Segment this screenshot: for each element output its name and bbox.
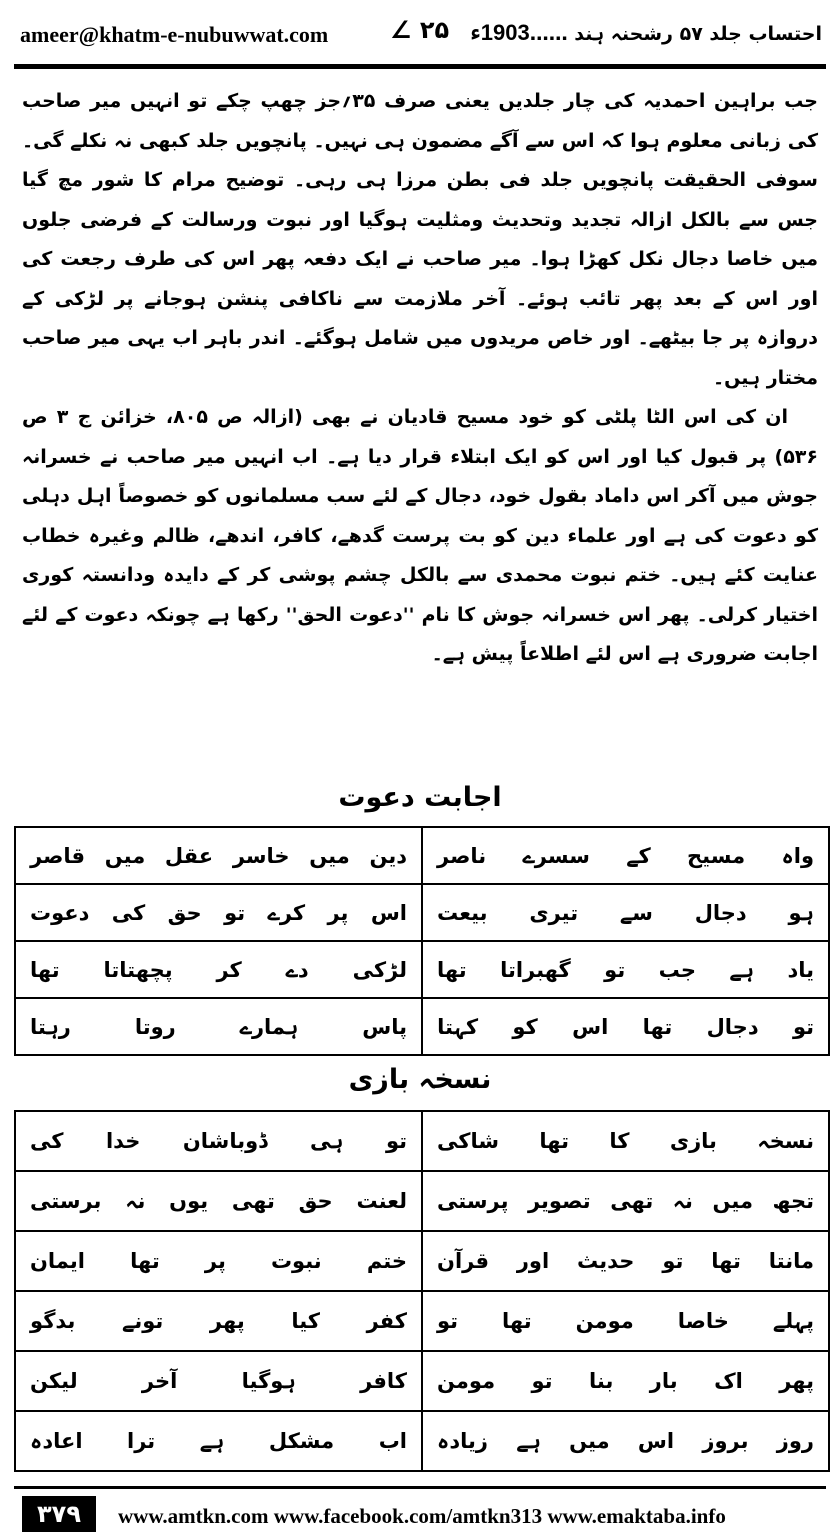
poem-word: یاد — [787, 957, 814, 982]
poem-hemistich-second — [16, 1172, 421, 1230]
poem-hemistich-first — [421, 1352, 828, 1410]
poem-word: مانتا — [768, 1249, 814, 1273]
poem-word: اس — [572, 1014, 609, 1039]
poem-word: بروز — [702, 1429, 749, 1453]
poem-word: پرستی — [437, 1189, 509, 1213]
poem-word: قاصر — [30, 843, 86, 868]
footer-rule — [14, 1486, 826, 1489]
poem-hemistich-first — [421, 885, 828, 940]
poem-hemistich-first — [421, 999, 828, 1054]
poem-word: پہلے — [772, 1309, 814, 1333]
poem-word: مشکل — [268, 1429, 335, 1453]
poem-word: ختم — [366, 1249, 407, 1273]
poem-word: حدیث — [577, 1249, 635, 1273]
footer-links: www.amtkn.com www.facebook.com/amtkn313 www.emaktaba.info — [118, 1504, 726, 1528]
header-rule — [14, 64, 826, 69]
poem-word: میں — [569, 1429, 610, 1453]
poem-word: تو — [604, 957, 626, 982]
poem-word: بار — [649, 1369, 678, 1393]
poem-hemistich-first — [421, 828, 828, 883]
header-year: 1903ء — [470, 20, 530, 45]
poem-word: قرآن — [437, 1249, 489, 1273]
poem-row — [16, 1112, 828, 1172]
poem-word: ہمارے — [239, 1014, 299, 1039]
poem-hemistich-first — [421, 1232, 828, 1290]
poem-row — [16, 1172, 828, 1232]
poem-word: کیا — [291, 1309, 320, 1333]
poem-word: میں — [712, 1189, 753, 1213]
poem-word: کافر — [360, 1369, 407, 1393]
poem-word: ہوگیا — [241, 1369, 296, 1393]
header-page-number: ۲۵ ∠ — [390, 16, 450, 44]
poem-word: ڈوباشان — [182, 1129, 268, 1153]
page-header — [14, 14, 826, 60]
poem-word: پر — [204, 1249, 226, 1273]
poem-word: تھی — [231, 1189, 275, 1213]
poem-word: ترا — [127, 1429, 156, 1453]
poem-title-ijabat-dawat: اجابت دعوت — [338, 782, 502, 813]
poem-word: سسرے — [522, 843, 590, 868]
poem-hemistich-second — [16, 1232, 421, 1290]
poem-word: تھی — [610, 1189, 654, 1213]
poem-word: ناصر — [437, 843, 487, 868]
poem-word: کر — [216, 957, 242, 982]
poem-row — [16, 1352, 828, 1412]
poem-word: ہے — [729, 957, 755, 982]
poem-word: تصویر — [527, 1189, 591, 1213]
poem-word: کرے — [267, 900, 306, 925]
poem-word: تیری — [529, 900, 579, 925]
poem-word: اعادہ — [30, 1429, 83, 1453]
poem-word: ہے — [199, 1429, 225, 1453]
poem-word: خدا — [105, 1129, 141, 1153]
poem-word: تھا — [642, 1014, 673, 1039]
poem-table-ijabat-dawat — [14, 826, 830, 1056]
poem-word: حق — [298, 1189, 333, 1213]
poem-row — [16, 828, 828, 885]
poem-hemistich-first — [421, 942, 828, 997]
poem-word: خاصا — [677, 1309, 729, 1333]
poem-word: تھا — [30, 957, 60, 982]
poem-word: تونے — [122, 1309, 164, 1333]
poem-word: تھا — [437, 957, 467, 982]
poem-word: واہ — [781, 843, 814, 868]
poem-word: خاسر — [232, 843, 290, 868]
poem-word: روز — [776, 1429, 814, 1453]
poem-row — [16, 999, 828, 1054]
poem-word: ہی — [309, 1129, 344, 1153]
poem-word: ہو — [788, 900, 814, 925]
poem-word: بیعت — [437, 900, 488, 925]
poem-hemistich-second — [16, 885, 421, 940]
poem-hemistich-first — [421, 1412, 828, 1470]
paragraph-2: ان کی اس الٹا پلٹی کو خود مسیح قادیان نے بھی (ازالہ ص ۸۰۵، خزائن ج ۳ ص ۵۳۶) پر قبول کیا اور اس کو ایک ابتلاء قرار دیا ہے۔ اب انہیں میر صاحب نے خسرانہ جوش میں آکر اس داماد بقول خود، دجال کے لئے سب مسلمانوں کو خصوصاً اہل دہلی کو دعوت کی ہے اور علماء دین کو بت پرست گدھے، کافر، اندھے، ظالم وغیرہ خطاب عنایت کئے ہیں۔ ختم نبوت محمدی سے بالکل چشم پوشی کر کے دایدہ ودانستہ کوری اختیار کرلی۔ پھر اس خسرانہ جوش کا نام ''دعوت الحق'' رکھا ہے چونکہ دعوت کے لئے اجابت ضروری ہے اس لئے اطلاعاً پیش ہے۔ — [22, 406, 818, 665]
poem-word: روتا — [134, 1014, 176, 1039]
poem-word: بدگو — [30, 1309, 76, 1333]
poem-word: اس — [370, 900, 407, 925]
poem-word: برستی — [30, 1189, 102, 1213]
poem-word: پر — [327, 900, 349, 925]
header-email: ameer@khatm-e-nubuwwat.com — [20, 22, 329, 47]
header-book-title: احتساب جلد ۵۷ رشحنہ ہند …… — [529, 23, 822, 45]
poem-word: تو — [662, 1249, 684, 1273]
poem-word: نہ — [672, 1189, 693, 1213]
poem-table-nuskha-bazi — [14, 1110, 830, 1472]
poem-word: تھا — [539, 1129, 569, 1153]
poem-word: مومن — [437, 1369, 496, 1393]
poem-word: پچھتاتا — [103, 957, 173, 982]
poem-hemistich-second — [16, 828, 421, 883]
poem-row — [16, 885, 828, 942]
poem-word: عقل — [164, 843, 214, 868]
poem-word: میں — [309, 843, 350, 868]
poem-word: دجال — [706, 1014, 759, 1039]
poem-word: تو — [792, 1014, 814, 1039]
poem-hemistich-first — [421, 1172, 828, 1230]
poem-hemistich-second — [16, 1412, 421, 1470]
poem-word: بنا — [589, 1369, 614, 1393]
poem-word: لیکن — [30, 1369, 78, 1393]
poem-word: تو — [224, 900, 246, 925]
poem-word: آخر — [141, 1369, 178, 1393]
poem-word: یوں — [169, 1189, 209, 1213]
poem-hemistich-second — [16, 1112, 421, 1170]
poem-row — [16, 1412, 828, 1470]
body-text — [22, 82, 818, 675]
poem-word: اب — [378, 1429, 407, 1453]
header-title — [470, 20, 822, 46]
poem-row — [16, 1292, 828, 1352]
poem-word: کی — [111, 900, 146, 925]
poem-word: لعنت — [356, 1189, 407, 1213]
paragraph-1: جب براہین احمدیہ کی چار جلدیں یعنی صرف ۳۵؍جز چھپ چکے تو انہیں میر صاحب کی زبانی معلوم ہوا کہ اس سے آگے مضمون ہی نہیں۔ پانچویں جلد کبھی نہ نکلے گی۔ سوفی الحقیقت پانچویں جلد فی بطن مرزا ہی رہی۔ توضیح مرام کا شور مچ گیا جس سے بالکل ازالہ تجدید وتحدیث ومثلیت ہوگیا اور نبوت ورسالت کے فرضی جلوں میں خاصا دجال نکل کھڑا ہوا۔ میر صاحب نے ایک دفعہ پھر اس کی طرف رجعت کی اور اس کے بعد پھر تائب ہوئے۔ آخر ملازمت سے ناکافی پنشن ہوجانے پر لڑکی کے دروازہ پر جا بیٹھے۔ اور خاص مریدوں میں شامل ہوگئے۔ اندر باہر اب یہی میر صاحب مختار ہیں۔ — [22, 90, 818, 389]
poem-word: تھا — [502, 1309, 532, 1333]
poem-word: حق — [167, 900, 202, 925]
poem-hemistich-second — [16, 1352, 421, 1410]
poem-word: زیادہ — [437, 1429, 488, 1453]
poem-word: رہتا — [30, 1014, 71, 1039]
poem-word: کہتا — [437, 1014, 479, 1039]
poem-word: پھر — [779, 1369, 814, 1393]
poem-hemistich-first — [421, 1112, 828, 1170]
poem-row — [16, 942, 828, 999]
poem-word: پھر — [209, 1309, 245, 1333]
poem-word: لڑکی — [352, 957, 407, 982]
poem-word: اس — [637, 1429, 675, 1453]
poem-hemistich-first — [421, 1292, 828, 1350]
poem-word: میں — [104, 843, 146, 868]
poem-word: نبوت — [270, 1249, 322, 1273]
poem-word: تو — [385, 1129, 407, 1153]
poem-word: دجال — [694, 900, 747, 925]
poem-word: کفر — [366, 1309, 407, 1333]
poem-word: دعوت — [30, 900, 90, 925]
poem-word: نسخہ — [757, 1129, 814, 1153]
poem-word: ایمان — [30, 1249, 85, 1273]
poem-word: گھبراتا — [500, 957, 571, 982]
poem-title-nuskha-bazi: نسخہ بازی — [348, 1064, 492, 1095]
poem-word: دے — [285, 957, 309, 982]
poem-word: ہے — [516, 1429, 541, 1453]
poem-word: نہ — [125, 1189, 146, 1213]
footer-page-number: ۳۷۹ — [22, 1496, 96, 1532]
poem-row — [16, 1232, 828, 1292]
poem-word: تھا — [711, 1249, 741, 1273]
poem-word: تجھ — [772, 1189, 814, 1213]
poem-word: تو — [437, 1309, 459, 1333]
poem-word: شاکی — [437, 1129, 499, 1153]
poem-hemistich-second — [16, 942, 421, 997]
poem-word: بازی — [669, 1129, 717, 1153]
poem-word: دین — [369, 843, 407, 868]
poem-word: تھا — [130, 1249, 160, 1273]
poem-word: تو — [531, 1369, 553, 1393]
poem-word: مومن — [575, 1309, 634, 1333]
poem-word: مسیح — [687, 843, 746, 868]
poem-word: کو — [512, 1014, 538, 1039]
poem-word: کے — [626, 843, 651, 868]
poem-hemistich-second — [16, 1292, 421, 1350]
poem-word: سے — [619, 900, 653, 925]
poem-word: اک — [714, 1369, 743, 1393]
poem-word: پاس — [362, 1014, 407, 1039]
poem-word: کی — [30, 1129, 64, 1153]
poem-word: جب — [658, 957, 697, 982]
poem-word: اور — [516, 1249, 550, 1273]
poem-word: کا — [609, 1129, 630, 1153]
poem-hemistich-second — [16, 999, 421, 1054]
